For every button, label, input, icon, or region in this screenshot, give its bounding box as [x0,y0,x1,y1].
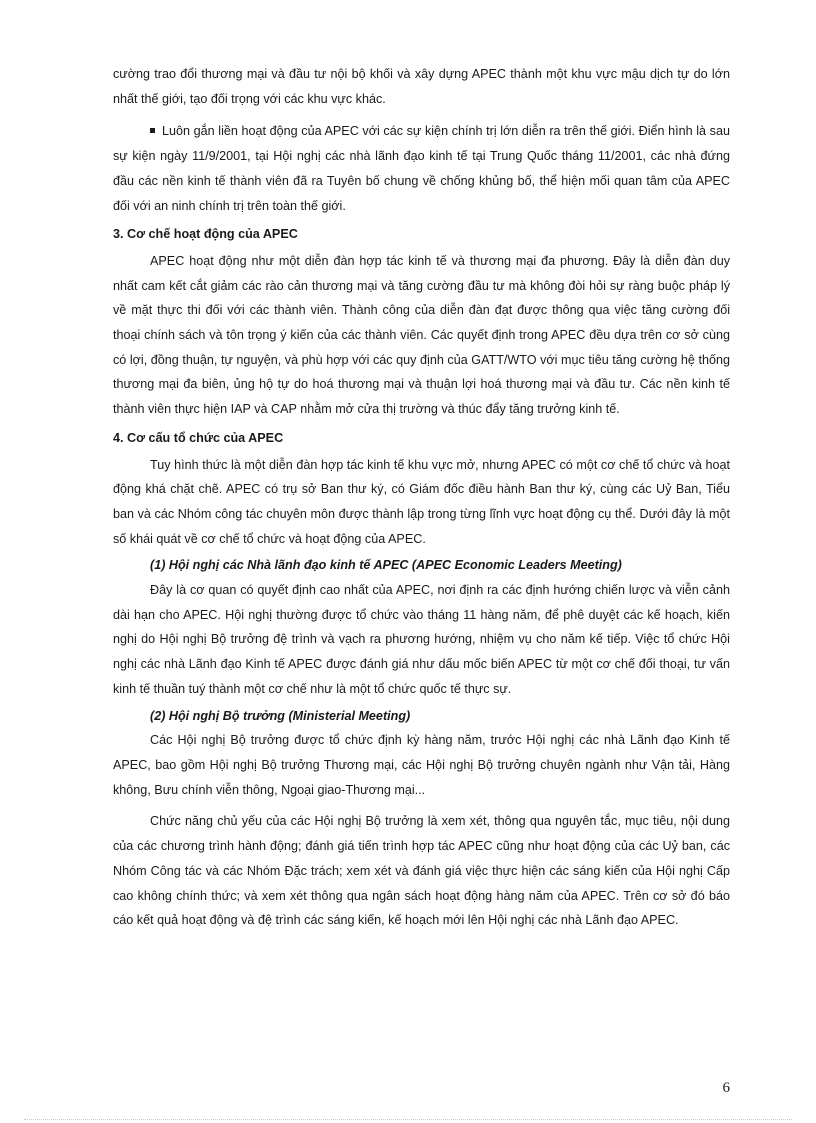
subsection-2-heading: (2) Hội nghị Bộ trưởng (Ministerial Meeting) [150,708,411,723]
bullet-paragraph [113,119,730,218]
bullet-text: Luôn gắn liền hoạt động của APEC với các sự kiện chính trị lớn diễn ra trên thế giới. Điển hình là sau sự kiện ngày 11/9/2001, tại Hội nghị các nhà lãnh đạo kinh tế tại Trung Quốc tháng 11/2001, các nhà đứng đầu các nền kinh tế thành viên đã ra Tuyên bố chung về chống khủng bố, thể hiện mối quan tâm của APEC đối với an ninh chính trị trên toàn thế giới. [113,124,730,213]
subsection-2-paragraph-2: Chức năng chủ yếu của các Hội nghị Bộ trưởng là xem xét, thông qua nguyên tắc, mục tiêu, nội dung của các chương trình hành động; đánh giá tiến trình hợp tác APEC cũng như hoạt động của các Uỷ ban, các Nhóm Công tác và các Nhóm Đặc trách; xem xét và đánh giá việc thực hiện các sáng kiến của Hội nghị Cấp cao không chính thức; và xem xét thông qua ngân sách hoạt động hàng năm của APEC. Trên cơ sở đó báo cáo kết quả hoạt động và đệ trình các sáng kiến, kế hoạch mới lên Hội nghị các nhà Lãnh đạo APEC. [113,814,730,928]
section-4-paragraph: Tuy hình thức là một diễn đàn hợp tác kinh tế khu vực mở, nhưng APEC có một cơ chế tổ chức và hoạt động khá chặt chẽ. APEC có trụ sở Ban thư ký, có Giám đốc điều hành Ban thư ký, cùng các Uỷ Ban, Tiểu ban và các Nhóm công tác chuyên môn được thành lập trong từng lĩnh vực hoạt động cụ thể. Dưới đây là một số khái quát về cơ chế tổ chức và hoạt động của APEC. [113,457,730,546]
section-3-heading: 3. Cơ chế hoạt động của APEC [113,227,298,242]
subsection-2-paragraph-1: Các Hội nghị Bộ trưởng được tổ chức định kỳ hàng năm, trước Hội nghị các nhà Lãnh đạo Kinh tế APEC, bao gồm Hội nghị Bộ trưởng Thương mại, các Hội nghị Bộ trưởng chuyên ngành như Vận tải, Hàng không, Bưu chính viễn thông, Ngoại giao-Thương mại... [113,733,730,797]
page-bottom-rule [24,1119,792,1120]
square-bullet-icon [150,128,155,133]
subsection-1-paragraph: Đây là cơ quan có quyết định cao nhất của APEC, nơi định ra các định hướng chiến lược và viễn cảnh dài hạn cho APEC. Hội nghị thường được tổ chức vào tháng 11 hàng năm, để phê duyệt các kế hoạch, kiến nghị do Hội nghị Bộ trưởng đệ trình và vạch ra phương hướng, nhiệm vụ cho năm kế tiếp. Việc tổ chức Hội nghị các nhà Lãnh đạo Kinh tế APEC được đánh giá như dấu mốc biến APEC từ một cơ chế đối thoại, tư vấn kinh tế thuần tuý thành một cơ chế như là một tổ chức quốc tế thực sự. [113,583,730,696]
subsection-1-heading: (1) Hội nghị các Nhà lãnh đạo kinh tế APEC (APEC Economic Leaders Meeting) [150,558,622,573]
section-4-heading: 4. Cơ cấu tổ chức của APEC [113,430,284,445]
continuation-paragraph: cường trao đổi thương mại và đầu tư nội bộ khối và xây dựng APEC thành một khu vực mậu dịch tự do lớn nhất thế giới, tạo đối trọng với các khu vực khác. [113,67,730,106]
section-3-paragraph: APEC hoạt động như một diễn đàn hợp tác kinh tế và thương mại đa phương. Đây là diễn đàn duy nhất cam kết cắt giảm các rào cản thương mại và tăng cường đầu tư mà không đòi hỏi sự ràng buộc pháp lý về mặt thực thi đối với các thành viên. Thành công của diễn đàn đạt được thông qua việc tăng cường đối thoại chính sách và tôn trọng ý kiến của các thành viên. Các quyết định trong APEC đều dựa trên cơ sở cùng có lợi, đồng thuận, tự nguyện, và phù hợp với các quy định của GATT/WTO với mục tiêu tăng cường hệ thống thương mại đa biên, ủng hộ tự do hoá thương mại và thuận lợi hoá thương mại và đầu tư. Các nền kinh tế thành viên thực hiện IAP và CAP nhằm mở cửa thị trường và thúc đẩy tăng trưởng kinh tế. [113,253,730,417]
document-page [113,62,730,933]
page-number: 6 [722,1080,730,1096]
